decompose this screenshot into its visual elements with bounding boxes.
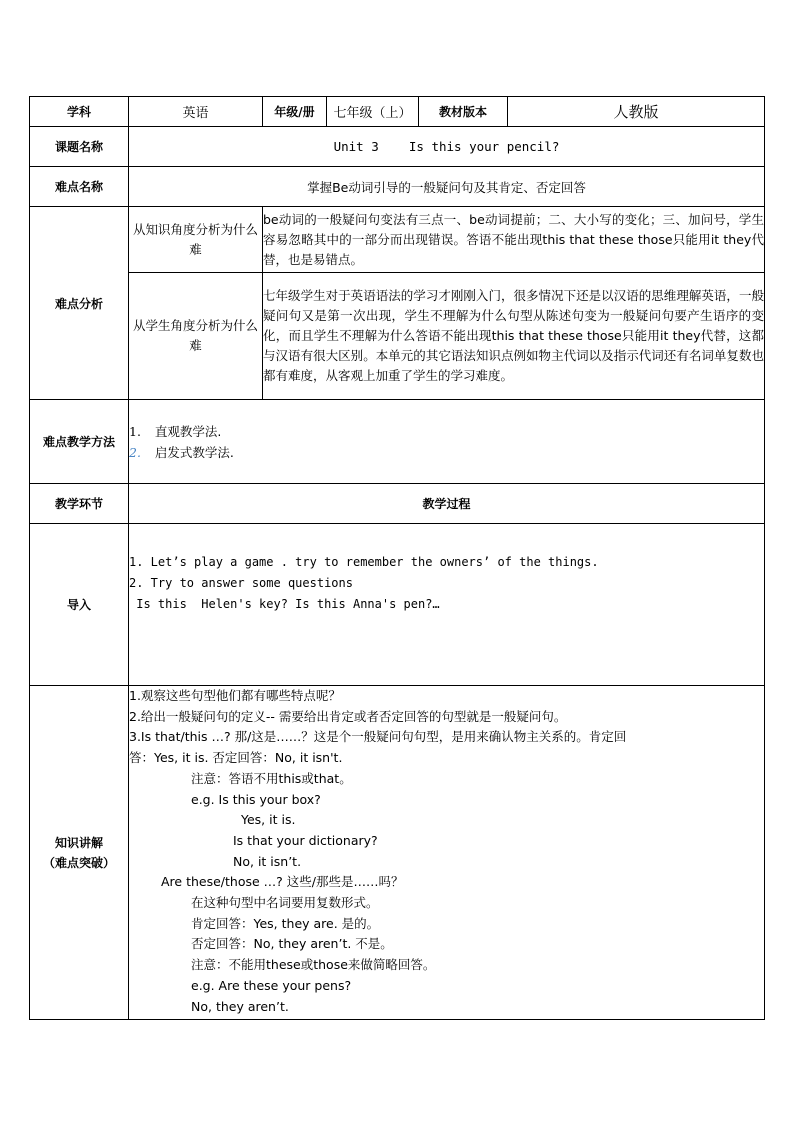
knowledge-line: 肯定回答：Yes, they are. 是的。	[191, 915, 380, 931]
knowledge-line: 在这种句型中名词要用复数形式。	[191, 895, 379, 911]
knowledge-line: 注意：不能用these或those来做简略回答。	[191, 957, 436, 973]
intro-line: 1. Let’s play a game . try to remember the owners’ of the things.	[129, 555, 599, 569]
topic-label: 课题名称	[30, 127, 129, 167]
method-number: 2.	[129, 444, 141, 460]
intro-row	[30, 524, 765, 686]
knowledge-line: 3.Is that/this …? 那/这是……？这是个一般疑问句句型，是用来确认物主关系的。肯定回	[129, 729, 627, 745]
knowledge-angle-text: be动词的一般疑问句变法有三点一、be动词提前；二、大小写的变化；三、加问号，学生容易忽略其中的一部分而出现错误。答语不能出现this that these those只能用it they代替，也是易错点。	[263, 207, 765, 273]
difficulty-label: 难点名称	[30, 167, 129, 207]
process-header-row	[30, 484, 765, 524]
knowledge-line: 注意：答语不用this或that。	[191, 770, 352, 786]
method-text: 直观教学法.	[154, 423, 222, 439]
knowledge-line: e.g. Is this your box?	[191, 791, 321, 807]
edition-label: 教材版本	[419, 97, 508, 127]
methods-row	[30, 400, 765, 484]
knowledge-line: e.g. Are these your pens?	[191, 977, 352, 993]
analysis-student-row	[30, 273, 765, 400]
grade-value: 七年级（上）	[327, 97, 419, 127]
difficulty-value: 掌握Be动词引导的一般疑问句及其肯定、否定回答	[129, 167, 765, 207]
stage-header: 教学环节	[30, 484, 129, 524]
difficulty-row	[30, 167, 765, 207]
methods-list	[129, 400, 765, 484]
knowledge-line: Are these/those …? 这些/那些是……吗？	[161, 874, 404, 890]
knowledge-line: 答：Yes, it is. 否定回答：No, it isn't.	[129, 750, 343, 766]
knowledge-line: 否定回答：No, they aren’t. 不是。	[191, 936, 393, 952]
lesson-plan-table	[29, 96, 765, 1020]
analysis-knowledge-row	[30, 207, 765, 273]
methods-label: 难点教学方法	[30, 400, 129, 484]
knowledge-label: 知识讲解	[54, 835, 103, 850]
knowledge-line: 1.观察这些句型他们都有哪些特点呢？	[129, 688, 341, 703]
student-angle-text: 七年级学生对于英语语法的学习才刚刚入门，很多情况下还是以汉语的思维理解英语，一般疑问句又是第一次出现，学生不理解为什么句型从陈述句变为一般疑问句要产生语序的变化，而且学生不理解为什么答语不能出现this that these those只能用it they代替，这都与汉语有很大区别。本单元的其它语法知识点例如物主代词以及指示代词还有名词单复数也都有难度，从客观上加重了学生的学习难度。	[263, 273, 765, 400]
knowledge-line: No, it isn’t.	[233, 853, 302, 869]
knowledge-row	[30, 686, 765, 1020]
process-header: 教学过程	[129, 484, 765, 524]
method-item	[129, 442, 764, 463]
knowledge-line: Yes, it is.	[241, 812, 296, 828]
analysis-label: 难点分析	[30, 207, 129, 400]
method-number: 1.	[129, 423, 141, 439]
subject-value: 英语	[129, 97, 263, 127]
knowledge-line: Is that your dictionary?	[233, 832, 378, 848]
topic-value: Unit 3 Is this your pencil?	[129, 127, 765, 167]
knowledge-angle-label: 从知识角度分析为什么难	[129, 207, 263, 273]
student-angle-label: 从学生角度分析为什么难	[129, 273, 263, 400]
knowledge-line: No, they aren’t.	[191, 998, 289, 1014]
knowledge-content	[129, 686, 765, 1020]
knowledge-label-cell	[30, 686, 129, 1020]
knowledge-line: 2.给出一般疑问句的定义-- 需要给出肯定或者否定回答的句型就是一般疑问句。	[129, 708, 567, 724]
topic-row	[30, 127, 765, 167]
knowledge-sublabel: （难点突破）	[42, 855, 115, 870]
intro-content	[129, 524, 765, 686]
header-row	[30, 97, 765, 127]
method-text: 启发式教学法.	[154, 444, 234, 460]
subject-label: 学科	[30, 97, 129, 127]
intro-line: 2. Try to answer some questions	[129, 576, 353, 590]
intro-label: 导入	[30, 524, 129, 686]
grade-label: 年级/册	[263, 97, 327, 127]
intro-line: Is this Helen's key? Is this Anna's pen?…	[129, 597, 440, 611]
edition-value: 人教版	[508, 97, 765, 127]
method-item	[129, 421, 764, 442]
